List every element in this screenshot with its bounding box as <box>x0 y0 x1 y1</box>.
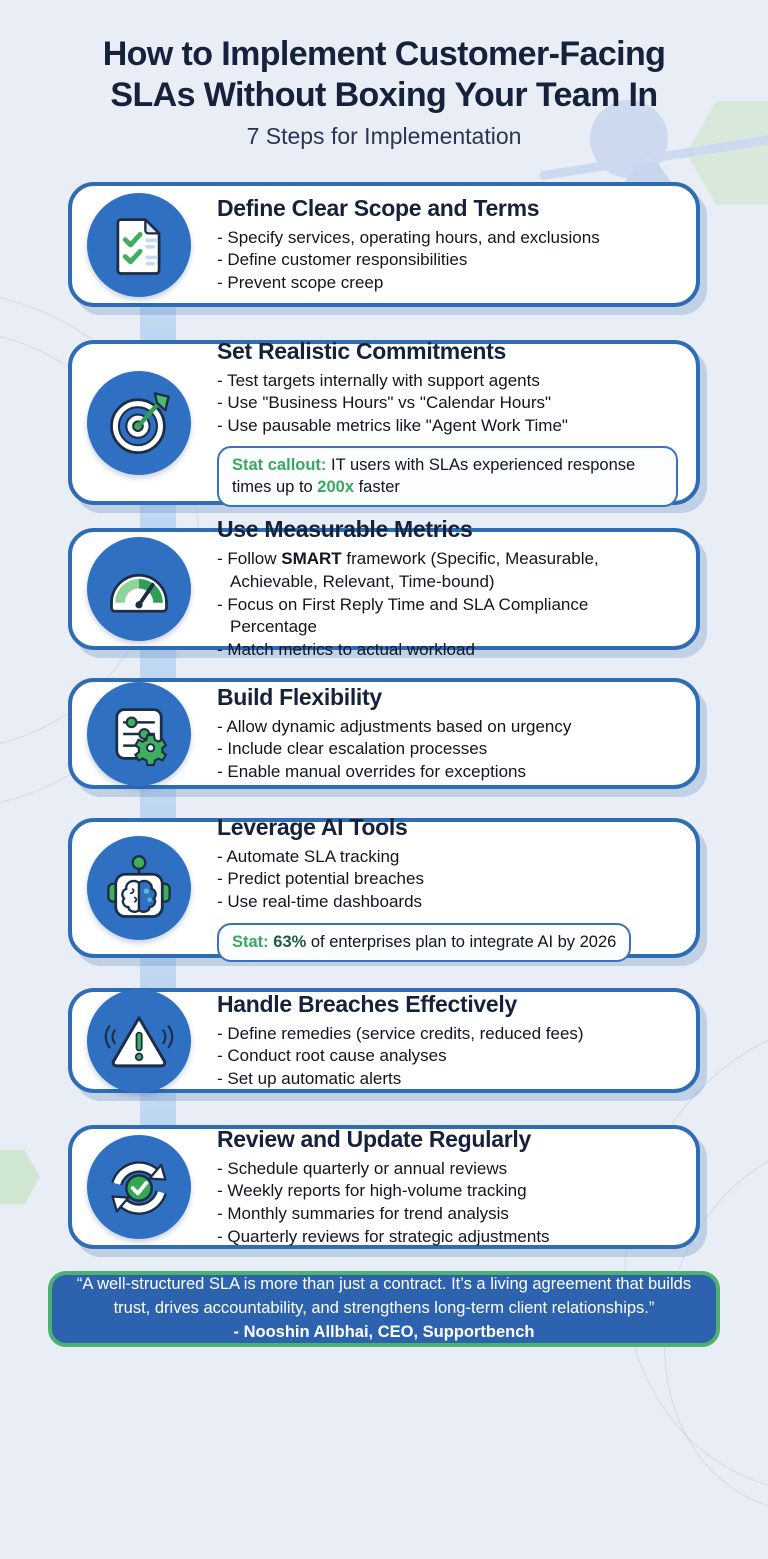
page-subtitle: 7 Steps for Implementation <box>246 122 522 149</box>
refresh-check-icon <box>87 1135 191 1239</box>
step-bullet: - Use real-time dashboards <box>217 892 423 912</box>
step-bullet: - Specify services, operating hours, and exclusions <box>217 227 600 247</box>
step-bullet: - Monthly summaries for trend analysis <box>217 1204 509 1223</box>
stat-label: Stat callout: <box>232 456 327 475</box>
step-title: Leverage AI Tools <box>217 813 408 840</box>
step-card-build-flexibility <box>68 678 700 789</box>
quote-attribution: - Nooshin Allbhai, CEO, Supportbench <box>233 1323 535 1342</box>
step-bullet: - Match metrics to actual workload <box>217 639 475 659</box>
step-title: Set Realistic Commitments <box>217 337 507 364</box>
step-bullet: - Define customer responsibilities <box>217 250 468 270</box>
step-title: Use Measurable Metrics <box>217 516 473 543</box>
bullet-bold-text: SMART <box>281 549 342 569</box>
step-bullet <box>217 548 678 593</box>
step-bullet: - Use pausable metrics like "Agent Work Time" <box>217 415 568 435</box>
step-bullet: - Automate SLA tracking <box>217 846 400 866</box>
step-bullet: - Include clear escalation processes <box>217 739 488 759</box>
stat-text: faster <box>354 477 400 496</box>
stat-highlight: 200x <box>317 477 355 496</box>
gauge-icon <box>87 537 191 641</box>
step-bullet: - Define remedies (service credits, reduced fees) <box>217 1023 584 1043</box>
page-title-line2: SLAs Without Boxing Your Team In <box>110 75 658 114</box>
bullet-text: - Follow <box>217 549 282 569</box>
alert-triangle-icon <box>87 989 191 1093</box>
step-bullet: - Set up automatic alerts <box>217 1068 402 1088</box>
step-card-leverage-ai <box>68 813 700 958</box>
step-bullet: - Schedule quarterly or annual reviews <box>217 1158 508 1178</box>
step-card-handle-breaches <box>68 988 700 1093</box>
page-title <box>0 34 768 116</box>
step-card-measurable-metrics <box>68 516 700 659</box>
step-bullet: - Use "Business Hours" vs "Calendar Hours" <box>217 393 552 413</box>
quote-text: “A well-structured SLA is more than just a contract. It’s a living agreement that builds trust, drives accountability, and strengthens long-term client relationships.” <box>76 1275 692 1317</box>
header <box>0 34 768 150</box>
step-bullet: - Conduct root cause analyses <box>217 1046 447 1066</box>
step-bullet: - Test targets internally with support agents <box>217 370 540 390</box>
stat-text: of enterprises plan to integrate AI by 2026 <box>306 932 617 951</box>
stat-text: IT users with SLAs experienced response times up to <box>232 456 636 496</box>
step-title: Review and Update Regularly <box>217 1125 531 1152</box>
step-card-realistic-commitments <box>68 337 700 505</box>
step-card-review-update <box>68 1125 700 1249</box>
step-title: Handle Breaches Effectively <box>217 990 517 1017</box>
step-bullet: - Enable manual overrides for exceptions <box>217 761 526 781</box>
sliders-icon <box>87 682 191 786</box>
step-title: Define Clear Scope and Terms <box>217 194 540 221</box>
step-title: Build Flexibility <box>217 683 382 710</box>
hexagon-decoration-left <box>0 1148 40 1206</box>
step-bullet: - Prevent scope creep <box>217 272 384 292</box>
step-bullet: - Allow dynamic adjustments based on urgency <box>217 716 572 736</box>
stat-callout <box>217 446 678 507</box>
page-title-line1: How to Implement Customer-Facing <box>102 35 666 73</box>
step-bullet: - Quarterly reviews for strategic adjustments <box>217 1226 550 1246</box>
step-bullet: - Predict potential breaches <box>217 869 424 889</box>
stat-highlight: 63% <box>273 932 307 951</box>
robot-ai-icon <box>87 836 191 940</box>
step-card-define-scope <box>68 182 700 307</box>
document-check-icon <box>87 193 191 297</box>
step-bullet: - Focus on First Reply Time and SLA Compliance Percentage <box>217 594 589 637</box>
bullet-text: framework (Specific, Measurable, Achievable, Relevant, Time-bound) <box>230 549 599 592</box>
quote-banner <box>48 1271 720 1347</box>
step-bullet: - Weekly reports for high-volume tracking <box>217 1181 527 1201</box>
stat-callout <box>217 923 631 962</box>
target-icon <box>87 371 191 475</box>
stat-label: Stat: <box>232 932 269 951</box>
